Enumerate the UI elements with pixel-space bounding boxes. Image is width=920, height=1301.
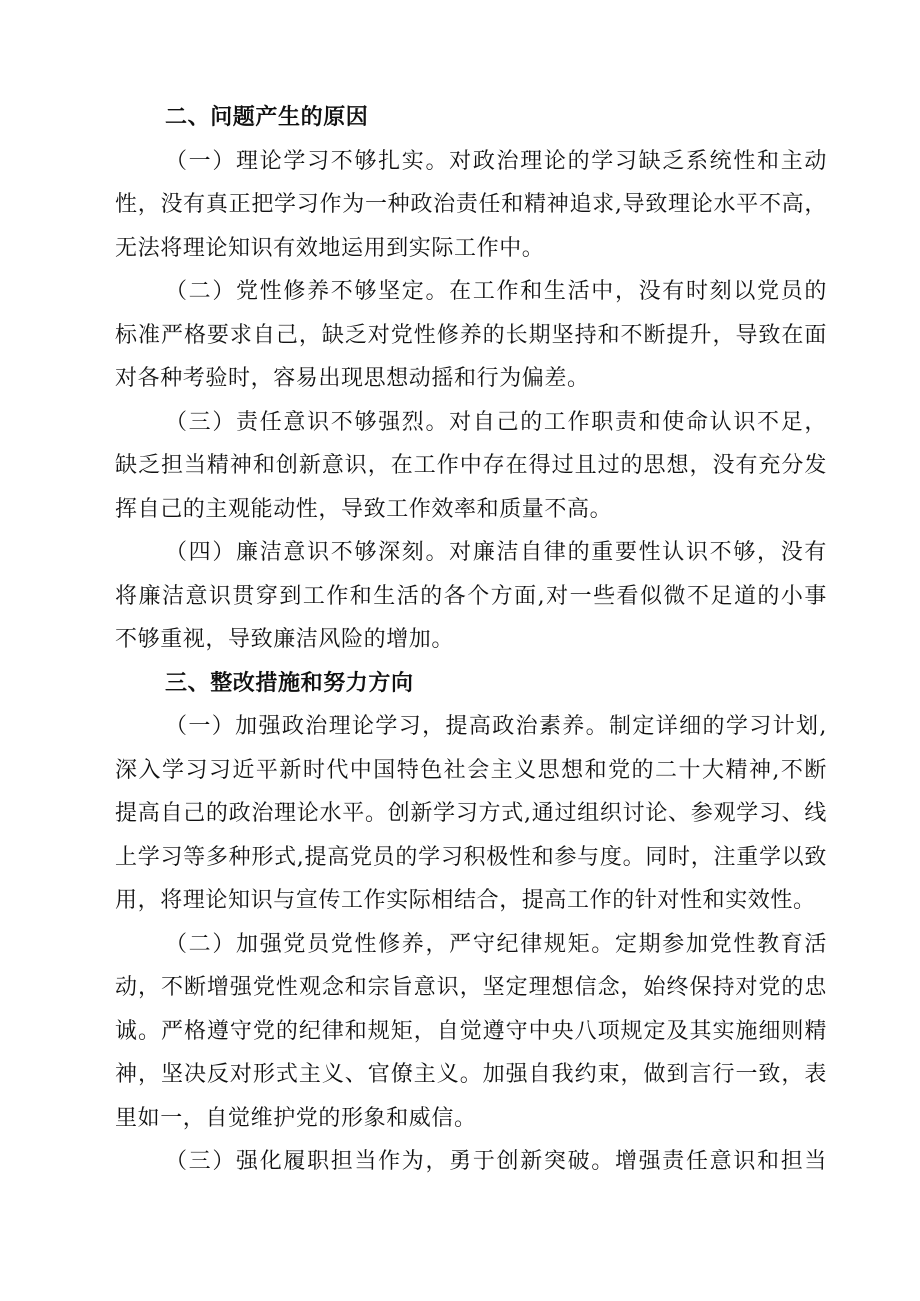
- section-heading-causes: 二、问题产生的原因: [165, 105, 369, 130]
- paragraph-line: 无法将理论知识有效地运用到实际工作中。: [115, 235, 545, 261]
- paragraph-line: （一）加强政治理论学习，提高政治素养。制定详细的学习计划,: [165, 714, 827, 739]
- paragraph-line: 上学习等多种形式,提高党员的学习积极性和参与度。同时，注重学以致: [115, 844, 827, 870]
- paragraph-line: （一）理论学习不够扎实。对政治理论的学习缺乏系统性和主动: [165, 148, 827, 174]
- paragraph-cause-3: [115, 401, 827, 532]
- paragraph-line: 深入学习习近平新时代中国特色社会主义思想和党的二十大精神,不断: [115, 757, 827, 783]
- paragraph-line: （二）党性修养不够坚定。在工作和生活中，没有时刻以党员的: [165, 279, 827, 304]
- paragraph-measure-1: [115, 705, 827, 923]
- paragraph-line: 用，将理论知识与宣传工作实际相结合，提高工作的针对性和实效性。: [115, 888, 816, 913]
- paragraph-line: 缺乏担当精神和创新意识，在工作中存在得过且过的思想，没有充分发: [115, 453, 827, 478]
- paragraph-line: 提高自己的政治理论水平。创新学习方式,通过组织讨论、参观学习、线: [115, 801, 827, 826]
- paragraph-line: 对各种考验时，容易出现思想动摇和行为偏差。: [115, 366, 590, 391]
- paragraph-measure-2: [115, 923, 827, 1141]
- paragraph-line: 性，没有真正把学习作为一种政治责任和精神追求,导致理论水平不高，: [115, 192, 827, 217]
- paragraph-line: 将廉洁意识贯穿到工作和生活的各个方面,对一些看似微不足道的小事: [115, 583, 827, 609]
- paragraph-cause-4: [115, 531, 827, 662]
- paragraph-measure-3: [115, 1140, 827, 1184]
- paragraph-line: 诚。严格遵守党的纪律和规矩，自觉遵守中央八项规定及其实施细则精: [115, 1018, 827, 1044]
- paragraph-line: 挥自己的主观能动性，导致工作效率和质量不高。: [115, 496, 613, 522]
- paragraph-line: 神，坚决反对形式主义、官僚主义。加强自我约束，做到言行一致，表: [115, 1062, 827, 1087]
- section-heading-measures: 三、整改措施和努力方向: [165, 670, 414, 696]
- paragraph-line: 不够重视，导致廉洁风险的增加。: [115, 627, 455, 652]
- document-body: [115, 96, 827, 1184]
- paragraph-line: （四）廉洁意识不够深刻。对廉洁自律的重要性认识不够，没有: [165, 540, 827, 565]
- paragraph-line: （二）加强党员党性修养，严守纪律规矩。定期参加党性教育活: [165, 931, 827, 957]
- paragraph-line: 标准严格要求自己，缺乏对党性修养的长期坚持和不断提升，导致在面: [115, 322, 827, 348]
- paragraph-cause-1: [115, 140, 827, 271]
- paragraph-line: （三）责任意识不够强烈。对自己的工作职责和使命认识不足，: [165, 409, 827, 435]
- paragraph-line: 里如一，自觉维护党的形象和威信。: [115, 1105, 477, 1131]
- paragraph-line: （三）强化履职担当作为，勇于创新突破。增强责任意识和担当: [165, 1149, 827, 1174]
- paragraph-cause-2: [115, 270, 827, 401]
- paragraph-line: 动，不断增强党性观念和宗旨意识，坚定理想信念，始终保持对党的忠: [115, 975, 827, 1000]
